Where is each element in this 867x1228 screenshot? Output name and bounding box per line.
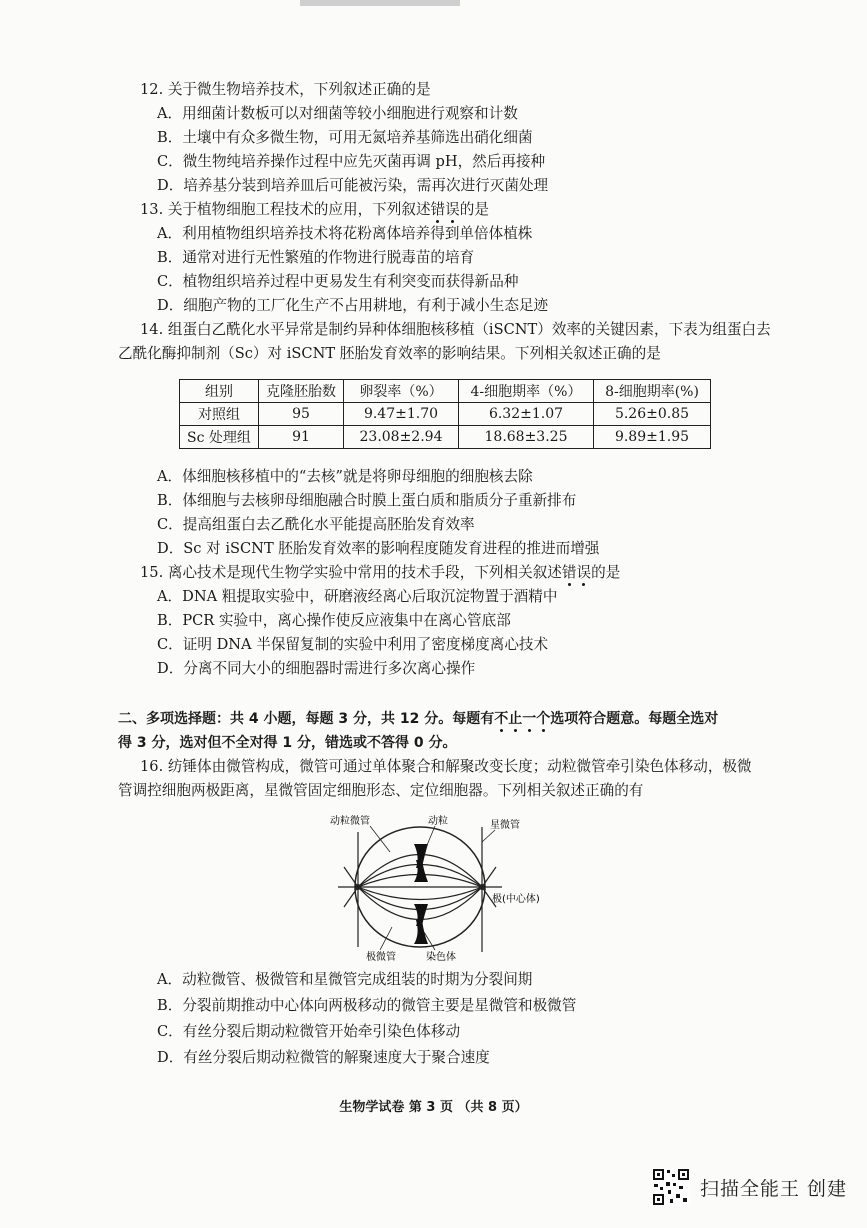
label-kinetochore: 动粒	[428, 816, 448, 827]
q13-option-c: C．植物组织培养过程中更易发生有利突变而获得新品种	[157, 273, 519, 290]
q12-option-b: B．土壤中有众多微生物，可用无氮培养基筛选出硝化细菌	[157, 129, 533, 146]
table-header: 组别	[180, 380, 259, 403]
table-row	[180, 426, 711, 449]
q15-option-c: C．证明 DNA 半保留复制的实验中利用了密度梯度离心技术	[157, 636, 549, 653]
q15-option-a: A．DNA 粗提取实验中，研磨液经离心后取沉淀物置于酒精中	[157, 588, 558, 605]
table-cell: 23.08±2.94	[344, 426, 459, 449]
table-header: 卵裂率（%）	[344, 380, 459, 403]
label-polar-mt: 极微管	[366, 952, 396, 962]
camscanner-watermark	[652, 1168, 847, 1206]
q14-option-b: B．体细胞与去核卵母细胞融合时膜上蛋白质和脂质分子重新排布	[157, 492, 577, 509]
watermark-text: 扫描全能王 创建	[700, 1177, 848, 1200]
q12-stem: 12. 关于微生物培养技术，下列叙述正确的是	[140, 81, 431, 98]
label-leaders	[370, 826, 495, 950]
q13-option-b: B．通常对进行无性繁殖的作物进行脱毒苗的培育	[157, 249, 475, 266]
q13-option-a: A．利用植物组织培养技术将花粉离体培养得到单倍体植株	[157, 225, 533, 242]
q12-option-a: A．用细菌计数板可以对细菌等较小细胞进行观察和计数	[157, 105, 518, 122]
centrosome-right	[479, 884, 485, 890]
table-cell: 6.32±1.07	[459, 403, 594, 426]
table-cell: Sc 处理组	[180, 426, 259, 449]
table-header: 4-细胞期率（%）	[459, 380, 594, 403]
q16-option-d: D．有丝分裂后期动粒微管的解聚速度大于聚合速度	[157, 1049, 490, 1066]
section2-heading-line2: 得 3 分，选对但不全对得 1 分，错选或不答得 0 分。	[118, 735, 457, 751]
page-footer: 生物学试卷 第 3 页 （共 8 页）	[339, 1100, 528, 1115]
chromosome-upper	[414, 844, 428, 882]
table-cell: 95	[259, 403, 344, 426]
q16-option-c: C．有丝分裂后期动粒微管开始牵引染色体移动	[157, 1023, 461, 1040]
q16-stem-line2: 管调控细胞两极距离，星微管固定细胞形态、定位细胞器。下列相关叙述正确的有	[118, 782, 644, 799]
table-cell: 对照组	[180, 403, 259, 426]
spindle-diagram	[330, 812, 560, 962]
q13-stem: 13. 关于植物细胞工程技术的应用，下列叙述错误的是	[140, 201, 489, 218]
label-chromosome: 染色体	[426, 952, 456, 962]
centrosome-left	[355, 884, 361, 890]
table-cell: 9.47±1.70	[344, 403, 459, 426]
table-header-row	[180, 380, 711, 403]
table-header: 克隆胚胎数	[259, 380, 344, 403]
q14-data-table	[179, 379, 711, 449]
section2-heading-line1: 二、多项选择题：共 4 小题，每题 3 分，共 12 分。每题有不止一个选项符合题意。每题全选对	[118, 711, 719, 727]
table-header: 8-细胞期率(%)	[594, 380, 711, 403]
q12-option-c: C．微生物纯培养操作过程中应先灭菌再调 pH，然后再接种	[157, 153, 546, 170]
q15-stem: 15. 离心技术是现代生物学实验中常用的技术手段，下列相关叙述错误的是	[140, 564, 621, 581]
q14-stem-line2: 乙酰化酶抑制剂（Sc）对 iSCNT 胚胎发育效率的影响结果。下列相关叙述正确的是	[118, 345, 661, 362]
label-kinetochore-mt: 动粒微管	[330, 816, 370, 827]
table-row	[180, 403, 711, 426]
q14-option-a: A．体细胞核移植中的“去核”就是将卵母细胞的细胞核去除	[157, 468, 533, 485]
q16-option-a: A．动粒微管、极微管和星微管完成组装的时期为分裂间期	[157, 971, 533, 988]
q12-option-d: D．培养基分装到培养皿后可能被污染，需再次进行灭菌处理	[157, 177, 549, 194]
q13-option-d: D．细胞产物的工厂化生产不占用耕地，有利于减小生态足迹	[157, 297, 549, 314]
q14-option-c: C．提高组蛋白去乙酰化水平能提高胚胎发育效率	[157, 516, 475, 533]
table-cell: 91	[259, 426, 344, 449]
label-pole: 极(中心体)	[492, 894, 540, 905]
table-cell: 9.89±1.95	[594, 426, 711, 449]
qr-code-icon	[652, 1168, 690, 1206]
scan-artifact	[300, 0, 460, 6]
q15-option-d: D．分离不同大小的细胞器时需进行多次离心操作	[157, 660, 476, 677]
q14-option-d: D．Sc 对 iSCNT 胚胎发育效率的影响程度随发育进程的推进而增强	[157, 540, 600, 557]
q15-option-b: B．PCR 实验中，离心操作使反应液集中在离心管底部	[157, 612, 511, 629]
table-cell: 5.26±0.85	[594, 403, 711, 426]
q16-stem-line1: 16. 纺锤体由微管构成，微管可通过单体聚合和解聚改变长度；动粒微管牵引染色体移动，极微	[140, 758, 752, 775]
q16-option-b: B．分裂前期推动中心体向两极移动的微管主要是星微管和极微管	[157, 997, 577, 1014]
label-astral-mt: 星微管	[490, 820, 520, 831]
q14-stem-line1: 14. 组蛋白乙酰化水平异常是制约异种体细胞核移植（iSCNT）效率的关键因素，下表为组蛋白去	[140, 321, 771, 338]
table-cell: 18.68±3.25	[459, 426, 594, 449]
